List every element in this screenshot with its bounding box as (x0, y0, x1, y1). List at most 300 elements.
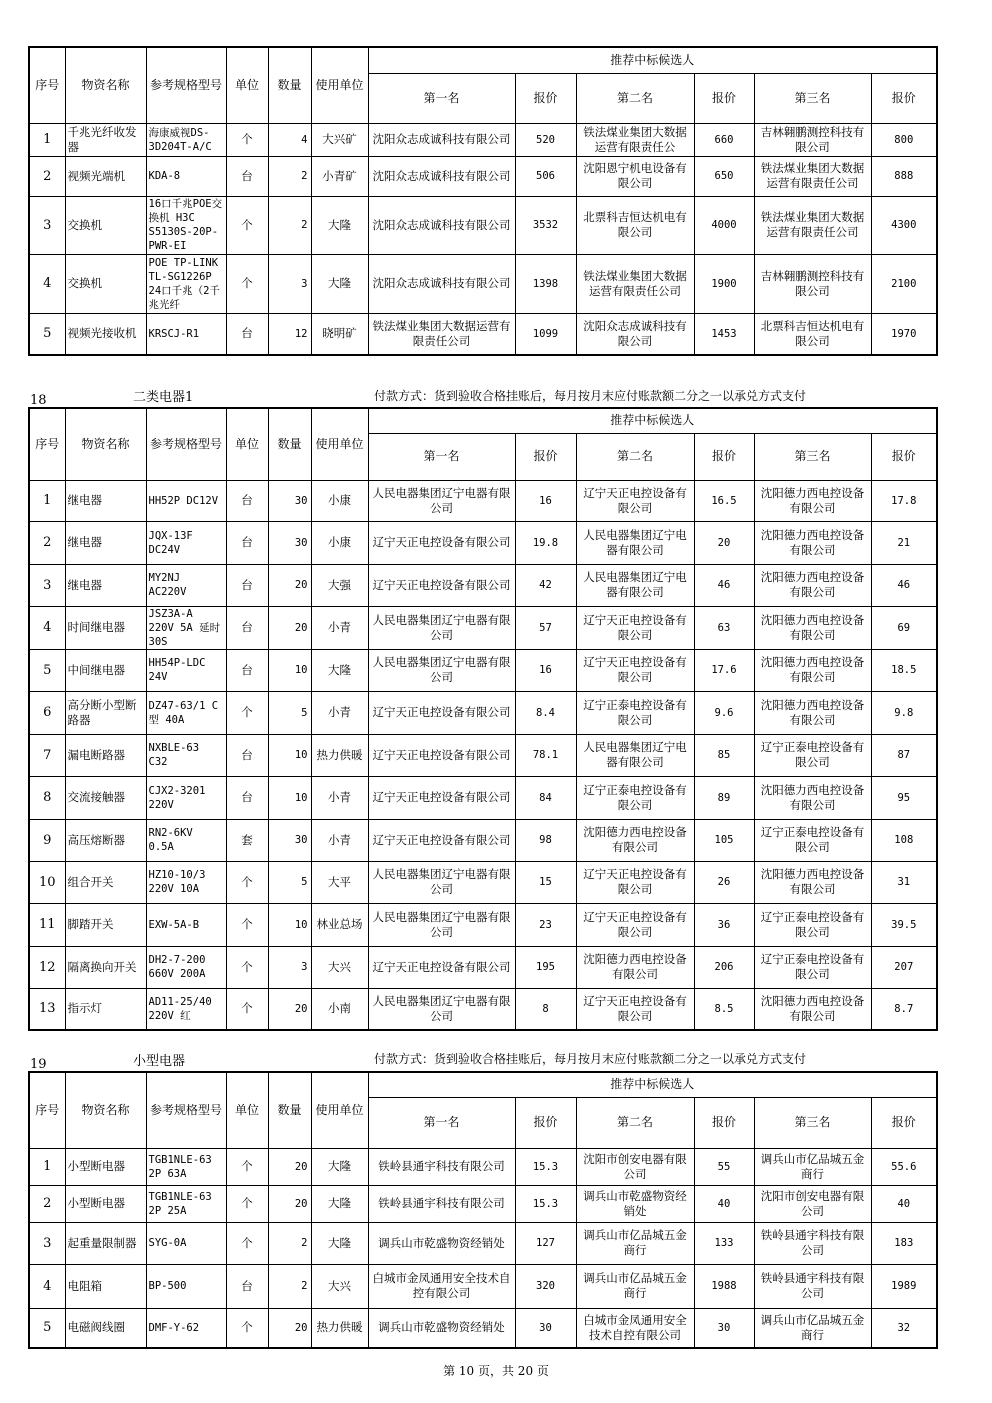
seq-cell: 8 (29, 776, 65, 819)
quantity-cell: 12 (268, 313, 311, 355)
seq-cell: 5 (29, 649, 65, 691)
quantity-cell: 4 (268, 123, 311, 156)
quantity-cell: 5 (268, 861, 311, 903)
header-price: 报价 (871, 73, 937, 123)
second-candidate-cell: 辽宁天正电控设备有限公司 (576, 649, 694, 691)
second-candidate-cell: 辽宁天正电控设备有限公司 (576, 606, 694, 649)
seq-cell: 1 (29, 1148, 65, 1185)
second-price-cell: 1988 (694, 1264, 754, 1308)
first-candidate-cell: 沈阳众志成诚科技有限公司 (368, 196, 515, 254)
user-unit-cell: 小青 (311, 606, 368, 649)
table-row (29, 988, 937, 1030)
spec-cell: MY2NJ AC220V (146, 564, 226, 606)
first-candidate-cell: 沈阳众志成诚科技有限公司 (368, 123, 515, 156)
third-candidate-cell: 北票科吉恒达机电有限公司 (754, 313, 871, 355)
third-candidate-cell: 铁法煤业集团大数据运营有限责任公司 (754, 156, 871, 196)
unit-cell: 台 (226, 521, 268, 564)
header-unit: 单位 (226, 47, 268, 123)
second-price-cell: 40 (694, 1185, 754, 1222)
third-candidate-cell: 沈阳德力西电控设备有限公司 (754, 649, 871, 691)
header-price: 报价 (515, 73, 576, 123)
item-name-cell: 交换机 (65, 254, 146, 313)
table-row (29, 480, 937, 521)
first-candidate-cell: 沈阳众志成诚科技有限公司 (368, 156, 515, 196)
first-candidate-cell: 铁法煤业集团大数据运营有限责任公司 (368, 313, 515, 355)
table-header (29, 1072, 937, 1148)
seq-cell: 2 (29, 521, 65, 564)
first-candidate-cell: 辽宁天正电控设备有限公司 (368, 734, 515, 776)
third-price-cell: 2100 (871, 254, 937, 313)
third-price-cell: 69 (871, 606, 937, 649)
second-candidate-cell: 辽宁天正电控设备有限公司 (576, 480, 694, 521)
unit-cell: 个 (226, 1185, 268, 1222)
header-spec: 参考规格型号 (146, 408, 226, 480)
second-price-cell: 8.5 (694, 988, 754, 1030)
quantity-cell: 3 (268, 254, 311, 313)
header-first: 第一名 (368, 73, 515, 123)
quantity-cell: 2 (268, 196, 311, 254)
first-price-cell: 42 (515, 564, 576, 606)
table-body (29, 480, 937, 1030)
first-price-cell: 3532 (515, 196, 576, 254)
user-unit-cell: 小青矿 (311, 156, 368, 196)
second-price-cell: 85 (694, 734, 754, 776)
header-third: 第三名 (754, 1097, 871, 1148)
first-candidate-cell: 辽宁天正电控设备有限公司 (368, 819, 515, 861)
third-candidate-cell: 调兵山市亿品城五金商行 (754, 1308, 871, 1348)
quantity-cell: 2 (268, 1222, 311, 1264)
header-user: 使用单位 (311, 1072, 368, 1148)
item-name-cell: 交流接触器 (65, 776, 146, 819)
third-candidate-cell: 辽宁正泰电控设备有限公司 (754, 734, 871, 776)
section-block (28, 407, 936, 1031)
first-candidate-cell: 白城市金凤通用安全技术自控有限公司 (368, 1264, 515, 1308)
user-unit-cell: 大兴矿 (311, 123, 368, 156)
spec-cell: HH54P-LDC 24V (146, 649, 226, 691)
third-price-cell: 55.6 (871, 1148, 937, 1185)
second-candidate-cell: 北票科吉恒达机电有限公司 (576, 196, 694, 254)
table-header (29, 408, 937, 480)
unit-cell: 个 (226, 1148, 268, 1185)
seq-cell: 10 (29, 861, 65, 903)
user-unit-cell: 大隆 (311, 1148, 368, 1185)
spec-cell: TGB1NLE-63 2P 25A (146, 1185, 226, 1222)
third-price-cell: 17.8 (871, 480, 937, 521)
quantity-cell: 10 (268, 734, 311, 776)
third-candidate-cell: 辽宁正泰电控设备有限公司 (754, 819, 871, 861)
header-spec: 参考规格型号 (146, 1072, 226, 1148)
third-price-cell: 4300 (871, 196, 937, 254)
unit-cell: 个 (226, 1308, 268, 1348)
quantity-cell: 20 (268, 606, 311, 649)
second-price-cell: 4000 (694, 196, 754, 254)
third-price-cell: 95 (871, 776, 937, 819)
spec-cell: AD11-25/40 220V 红 (146, 988, 226, 1030)
table-row (29, 521, 937, 564)
spec-cell: 海康威视DS-3D204T-A/C (146, 123, 226, 156)
user-unit-cell: 大隆 (311, 649, 368, 691)
quantity-cell: 20 (268, 564, 311, 606)
first-candidate-cell: 人民电器集团辽宁电器有限公司 (368, 988, 515, 1030)
first-candidate-cell: 调兵山市乾盛物资经销处 (368, 1308, 515, 1348)
third-candidate-cell: 沈阳德力西电控设备有限公司 (754, 691, 871, 734)
third-price-cell: 39.5 (871, 903, 937, 946)
quantity-cell: 20 (268, 988, 311, 1030)
quantity-cell: 10 (268, 903, 311, 946)
third-candidate-cell: 铁岭县通宇科技有限公司 (754, 1264, 871, 1308)
spec-cell: DMF-Y-62 (146, 1308, 226, 1348)
second-price-cell: 1453 (694, 313, 754, 355)
third-price-cell: 183 (871, 1222, 937, 1264)
third-candidate-cell: 吉林翱鹏测控科技有限公司 (754, 254, 871, 313)
first-price-cell: 8 (515, 988, 576, 1030)
third-price-cell: 21 (871, 521, 937, 564)
second-price-cell: 63 (694, 606, 754, 649)
first-price-cell: 1099 (515, 313, 576, 355)
third-candidate-cell: 铁法煤业集团大数据运营有限责任公司 (754, 196, 871, 254)
quantity-cell: 10 (268, 649, 311, 691)
quantity-cell: 10 (268, 776, 311, 819)
header-first: 第一名 (368, 1097, 515, 1148)
first-price-cell: 15.3 (515, 1185, 576, 1222)
user-unit-cell: 大兴 (311, 1264, 368, 1308)
item-name-cell: 视频光接收机 (65, 313, 146, 355)
second-candidate-cell: 沈阳众志成诚科技有限公司 (576, 313, 694, 355)
table-row (29, 564, 937, 606)
second-candidate-cell: 沈阳市创安电器有限公司 (576, 1148, 694, 1185)
first-candidate-cell: 辽宁天正电控设备有限公司 (368, 946, 515, 988)
user-unit-cell: 大隆 (311, 1185, 368, 1222)
quantity-cell: 2 (268, 1264, 311, 1308)
table-row (29, 606, 937, 649)
first-price-cell: 520 (515, 123, 576, 156)
second-candidate-cell: 铁法煤业集团大数据运营有限责任公司 (576, 254, 694, 313)
header-price: 报价 (694, 73, 754, 123)
item-name-cell: 千兆光纤收发器 (65, 123, 146, 156)
unit-cell: 个 (226, 903, 268, 946)
third-price-cell: 46 (871, 564, 937, 606)
third-price-cell: 40 (871, 1185, 937, 1222)
second-price-cell: 17.6 (694, 649, 754, 691)
second-price-cell: 206 (694, 946, 754, 988)
first-candidate-cell: 人民电器集团辽宁电器有限公司 (368, 903, 515, 946)
first-price-cell: 19.8 (515, 521, 576, 564)
header-seq: 序号 (29, 408, 65, 480)
item-name-cell: 继电器 (65, 521, 146, 564)
first-price-cell: 98 (515, 819, 576, 861)
quantity-cell: 20 (268, 1185, 311, 1222)
first-price-cell: 320 (515, 1264, 576, 1308)
table-row (29, 123, 937, 156)
spec-cell: SYG-0A (146, 1222, 226, 1264)
second-price-cell: 46 (694, 564, 754, 606)
first-price-cell: 15.3 (515, 1148, 576, 1185)
user-unit-cell: 大兴 (311, 946, 368, 988)
second-candidate-cell: 沈阳恩宁机电设备有限公司 (576, 156, 694, 196)
header-first: 第一名 (368, 433, 515, 480)
user-unit-cell: 大隆 (311, 254, 368, 313)
unit-cell: 个 (226, 123, 268, 156)
second-price-cell: 9.6 (694, 691, 754, 734)
quantity-cell: 30 (268, 819, 311, 861)
second-candidate-cell: 调兵山市亿品城五金商行 (576, 1222, 694, 1264)
quantity-cell: 3 (268, 946, 311, 988)
table-row (29, 1308, 937, 1348)
third-candidate-cell: 沈阳市创安电器有限公司 (754, 1185, 871, 1222)
item-name-cell: 脚踏开关 (65, 903, 146, 946)
quantity-cell: 20 (268, 1148, 311, 1185)
second-price-cell: 660 (694, 123, 754, 156)
header-second: 第二名 (576, 73, 694, 123)
item-name-cell: 交换机 (65, 196, 146, 254)
spec-cell: DZ47-63/1 C型 40A (146, 691, 226, 734)
header-qty: 数量 (268, 47, 311, 123)
table-row (29, 861, 937, 903)
second-candidate-cell: 辽宁天正电控设备有限公司 (576, 903, 694, 946)
table-row (29, 649, 937, 691)
quantity-cell: 30 (268, 480, 311, 521)
second-candidate-cell: 人民电器集团辽宁电器有限公司 (576, 521, 694, 564)
first-candidate-cell: 铁岭县通宇科技有限公司 (368, 1185, 515, 1222)
spec-cell: POE TP-LINK TL-SG1226P 24口千兆（2千兆光纤 (146, 254, 226, 313)
table-row (29, 903, 937, 946)
table-row (29, 1148, 937, 1185)
header-price: 报价 (694, 433, 754, 480)
user-unit-cell: 大平 (311, 861, 368, 903)
second-candidate-cell: 辽宁正泰电控设备有限公司 (576, 776, 694, 819)
second-candidate-cell: 人民电器集团辽宁电器有限公司 (576, 564, 694, 606)
second-price-cell: 26 (694, 861, 754, 903)
header-qty: 数量 (268, 1072, 311, 1148)
section-number: 18 (30, 393, 47, 408)
header-user: 使用单位 (311, 47, 368, 123)
spec-cell: CJX2-3201 220V (146, 776, 226, 819)
header-price: 报价 (871, 1097, 937, 1148)
first-price-cell: 127 (515, 1222, 576, 1264)
table-row (29, 196, 937, 254)
third-candidate-cell: 调兵山市亿品城五金商行 (754, 1148, 871, 1185)
first-price-cell: 16 (515, 480, 576, 521)
item-name-cell: 高压熔断器 (65, 819, 146, 861)
second-candidate-cell: 铁法煤业集团大数据运营有限责任公 (576, 123, 694, 156)
user-unit-cell: 小青 (311, 691, 368, 734)
procurement-table (28, 46, 938, 356)
section-number: 19 (30, 1057, 47, 1072)
third-candidate-cell: 沈阳德力西电控设备有限公司 (754, 564, 871, 606)
seq-cell: 11 (29, 903, 65, 946)
third-candidate-cell: 辽宁正泰电控设备有限公司 (754, 903, 871, 946)
user-unit-cell: 大隆 (311, 1222, 368, 1264)
header-third: 第三名 (754, 433, 871, 480)
table-row (29, 776, 937, 819)
second-price-cell: 16.5 (694, 480, 754, 521)
item-name-cell: 视频光端机 (65, 156, 146, 196)
first-price-cell: 506 (515, 156, 576, 196)
seq-cell: 4 (29, 606, 65, 649)
header-price: 报价 (694, 1097, 754, 1148)
header-second: 第二名 (576, 433, 694, 480)
seq-cell: 4 (29, 1264, 65, 1308)
second-candidate-cell: 调兵山市亿品城五金商行 (576, 1264, 694, 1308)
second-price-cell: 36 (694, 903, 754, 946)
unit-cell: 台 (226, 649, 268, 691)
user-unit-cell: 林业总场 (311, 903, 368, 946)
spec-cell: 16口千兆POE交换机 H3C S5130S-20P-PWR-EI (146, 196, 226, 254)
table-row (29, 734, 937, 776)
first-candidate-cell: 铁岭县通宇科技有限公司 (368, 1148, 515, 1185)
third-price-cell: 87 (871, 734, 937, 776)
unit-cell: 台 (226, 776, 268, 819)
table-row (29, 946, 937, 988)
first-candidate-cell: 调兵山市乾盛物资经销处 (368, 1222, 515, 1264)
unit-cell: 台 (226, 156, 268, 196)
procurement-table (28, 407, 938, 1031)
header-name: 物资名称 (65, 408, 146, 480)
quantity-cell: 30 (268, 521, 311, 564)
item-name-cell: 时间继电器 (65, 606, 146, 649)
header-user: 使用单位 (311, 408, 368, 480)
third-price-cell: 31 (871, 861, 937, 903)
user-unit-cell: 热力供暖 (311, 734, 368, 776)
header-seq: 序号 (29, 47, 65, 123)
unit-cell: 个 (226, 1222, 268, 1264)
first-price-cell: 57 (515, 606, 576, 649)
seq-cell: 13 (29, 988, 65, 1030)
first-price-cell: 84 (515, 776, 576, 819)
seq-cell: 4 (29, 254, 65, 313)
spec-cell: DH2-7-200 660V 200A (146, 946, 226, 988)
seq-cell: 1 (29, 480, 65, 521)
first-price-cell: 1398 (515, 254, 576, 313)
first-candidate-cell: 辽宁天正电控设备有限公司 (368, 564, 515, 606)
section-block (28, 1071, 936, 1349)
unit-cell: 台 (226, 480, 268, 521)
second-price-cell: 105 (694, 819, 754, 861)
user-unit-cell: 大强 (311, 564, 368, 606)
page-footer: 第 10 页，共 20 页 (443, 1364, 549, 1378)
seq-cell: 12 (29, 946, 65, 988)
third-candidate-cell: 辽宁正泰电控设备有限公司 (754, 946, 871, 988)
user-unit-cell: 小青 (311, 776, 368, 819)
first-price-cell: 15 (515, 861, 576, 903)
user-unit-cell: 热力供暖 (311, 1308, 368, 1348)
first-candidate-cell: 人民电器集团辽宁电器有限公司 (368, 480, 515, 521)
quantity-cell: 20 (268, 1308, 311, 1348)
header-unit: 单位 (226, 1072, 268, 1148)
unit-cell: 个 (226, 196, 268, 254)
header-third: 第三名 (754, 73, 871, 123)
section-title: 二类电器1 (133, 390, 194, 405)
table-row (29, 1222, 937, 1264)
quantity-cell: 5 (268, 691, 311, 734)
first-candidate-cell: 辽宁天正电控设备有限公司 (368, 521, 515, 564)
first-candidate-cell: 辽宁天正电控设备有限公司 (368, 776, 515, 819)
second-price-cell: 30 (694, 1308, 754, 1348)
spec-cell: HZ10-10/3 220V 10A (146, 861, 226, 903)
header-qty: 数量 (268, 408, 311, 480)
item-name-cell: 指示灯 (65, 988, 146, 1030)
header-seq: 序号 (29, 1072, 65, 1148)
header-name: 物资名称 (65, 47, 146, 123)
third-candidate-cell: 沈阳德力西电控设备有限公司 (754, 861, 871, 903)
spec-cell: JSZ3A-A 220V 5A 延时30S (146, 606, 226, 649)
procurement-table (28, 1071, 938, 1349)
second-candidate-cell: 辽宁正泰电控设备有限公司 (576, 691, 694, 734)
payment-terms: 付款方式：货到验收合格挂账后，每月按月末应付账款额二分之一以承兑方式支付 (374, 1052, 807, 1066)
section-block (28, 46, 936, 356)
spec-cell: BP-500 (146, 1264, 226, 1308)
first-candidate-cell: 辽宁天正电控设备有限公司 (368, 691, 515, 734)
item-name-cell: 中间继电器 (65, 649, 146, 691)
first-candidate-cell: 人民电器集团辽宁电器有限公司 (368, 649, 515, 691)
unit-cell: 个 (226, 946, 268, 988)
third-candidate-cell: 沈阳德力西电控设备有限公司 (754, 521, 871, 564)
unit-cell: 个 (226, 988, 268, 1030)
table-row (29, 156, 937, 196)
unit-cell: 台 (226, 606, 268, 649)
unit-cell: 台 (226, 564, 268, 606)
second-price-cell: 133 (694, 1222, 754, 1264)
header-name: 物资名称 (65, 1072, 146, 1148)
payment-terms: 付款方式：货到验收合格挂账后，每月按月末应付账款额二分之一以承兑方式支付 (374, 389, 807, 403)
table-row (29, 254, 937, 313)
second-candidate-cell: 辽宁天正电控设备有限公司 (576, 861, 694, 903)
seq-cell: 6 (29, 691, 65, 734)
first-price-cell: 195 (515, 946, 576, 988)
header-unit: 单位 (226, 408, 268, 480)
third-candidate-cell: 吉林翱鹏测控科技有限公司 (754, 123, 871, 156)
user-unit-cell: 小康 (311, 480, 368, 521)
item-name-cell: 小型断电器 (65, 1148, 146, 1185)
item-name-cell: 组合开关 (65, 861, 146, 903)
spec-cell: KDA-8 (146, 156, 226, 196)
header-price: 报价 (515, 1097, 576, 1148)
header-price: 报价 (515, 433, 576, 480)
third-price-cell: 8.7 (871, 988, 937, 1030)
third-price-cell: 1970 (871, 313, 937, 355)
table-row (29, 819, 937, 861)
third-candidate-cell: 铁岭县通宇科技有限公司 (754, 1222, 871, 1264)
unit-cell: 台 (226, 1264, 268, 1308)
table-body (29, 1148, 937, 1348)
second-price-cell: 55 (694, 1148, 754, 1185)
unit-cell: 台 (226, 734, 268, 776)
header-recommend: 推荐中标候选人 (368, 47, 937, 73)
second-price-cell: 650 (694, 156, 754, 196)
spec-cell: NXBLE-63 C32 (146, 734, 226, 776)
seq-cell: 5 (29, 313, 65, 355)
seq-cell: 9 (29, 819, 65, 861)
second-price-cell: 1900 (694, 254, 754, 313)
first-price-cell: 30 (515, 1308, 576, 1348)
second-candidate-cell: 沈阳德力西电控设备有限公司 (576, 819, 694, 861)
first-candidate-cell: 人民电器集团辽宁电器有限公司 (368, 861, 515, 903)
first-price-cell: 23 (515, 903, 576, 946)
seq-cell: 1 (29, 123, 65, 156)
seq-cell: 7 (29, 734, 65, 776)
table-row (29, 1185, 937, 1222)
table-header (29, 47, 937, 123)
seq-cell: 3 (29, 1222, 65, 1264)
item-name-cell: 电阻箱 (65, 1264, 146, 1308)
seq-cell: 2 (29, 1185, 65, 1222)
first-candidate-cell: 人民电器集团辽宁电器有限公司 (368, 606, 515, 649)
second-candidate-cell: 人民电器集团辽宁电器有限公司 (576, 734, 694, 776)
user-unit-cell: 晓明矿 (311, 313, 368, 355)
unit-cell: 个 (226, 254, 268, 313)
quantity-cell: 2 (268, 156, 311, 196)
third-candidate-cell: 沈阳德力西电控设备有限公司 (754, 776, 871, 819)
